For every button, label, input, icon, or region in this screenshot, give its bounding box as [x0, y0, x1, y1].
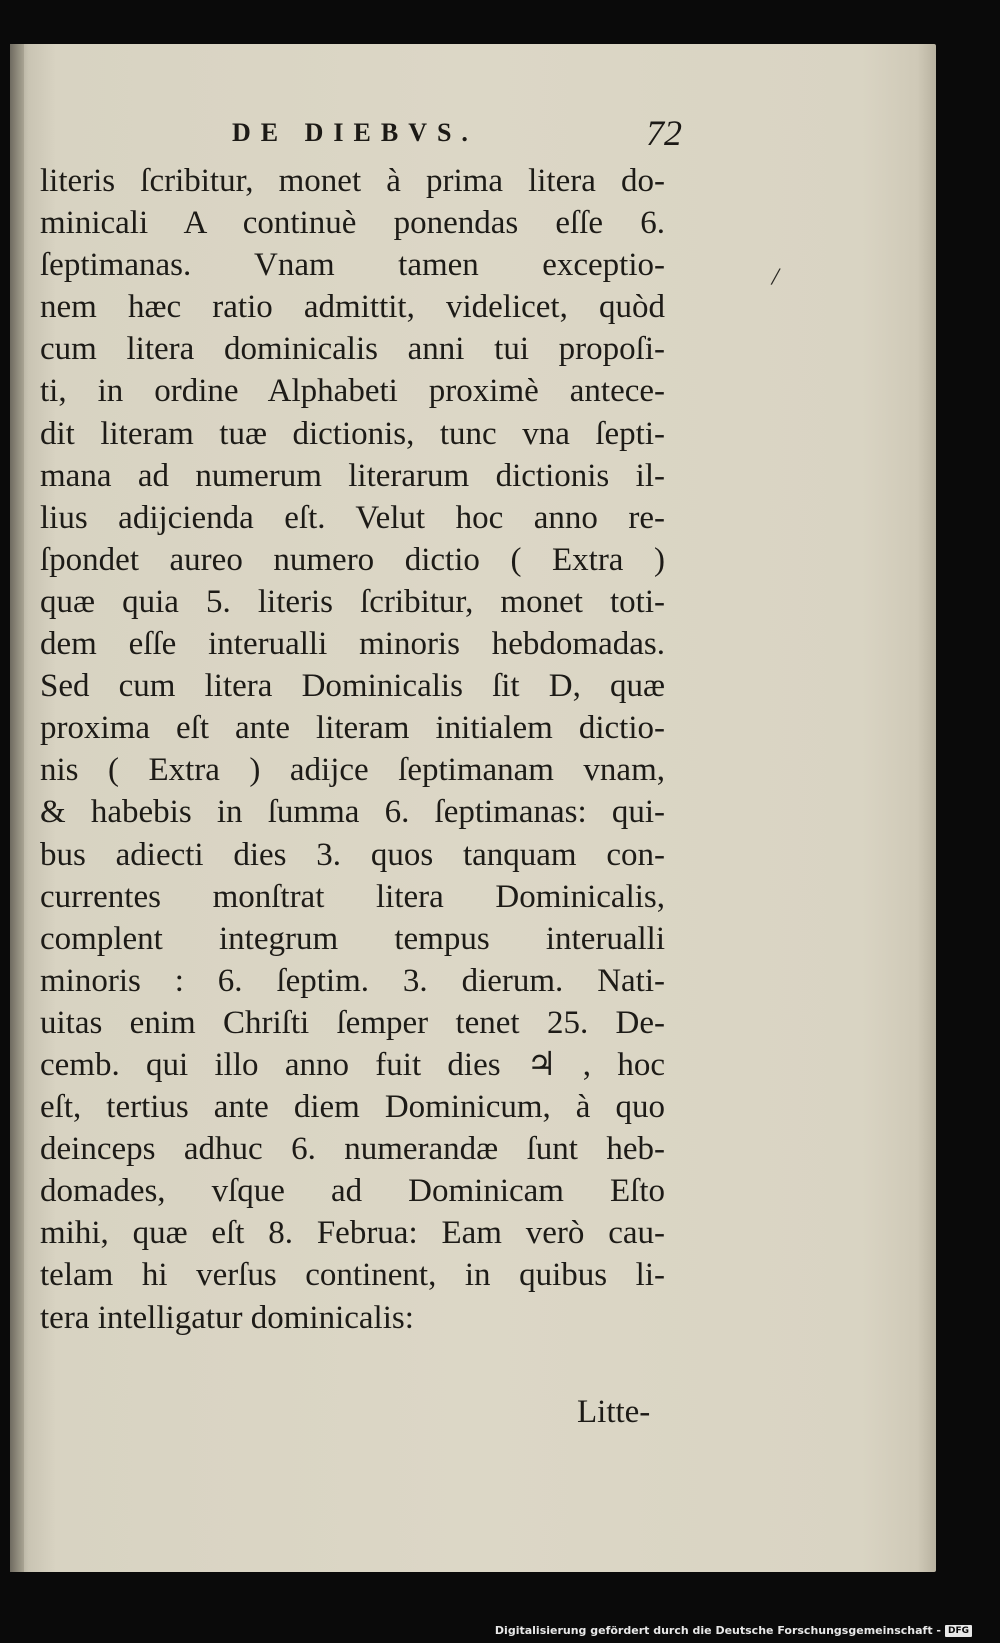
text-line: & habebis in ſumma 6. ſeptimanas: qui- — [40, 794, 665, 831]
text-line: minoris : 6. ſeptim. 3. dierum. Nati- — [40, 962, 665, 999]
text-line: domades, vſque ad Dominicam Eſto — [40, 1173, 665, 1210]
text-line: currentes monſtrat litera Dominicalis, — [40, 878, 665, 915]
catchword: Litte- — [577, 1394, 651, 1430]
text-line: lius adijcienda eſt. Velut hoc anno re- — [40, 499, 665, 536]
text-line: ſpondet aureo numero dictio ( Extra ) — [40, 541, 665, 578]
running-head-title: DE DIEBVS. — [232, 118, 478, 147]
digitization-credit — [495, 1624, 972, 1637]
text-line: nis ( Extra ) adijce ſeptimanam vnam, — [40, 752, 665, 789]
text-line: tera intelligatur dominicalis: — [40, 1299, 414, 1336]
text-line: minicali A continuè ponendas eſſe 6. — [40, 205, 665, 242]
margin-mark: / — [769, 261, 782, 292]
text-line: quæ quia 5. literis ſcribitur, monet toti- — [40, 583, 665, 620]
text-line: ti, in ordine Alphabeti proximè antece- — [40, 373, 665, 410]
text-line: bus adiecti dies 3. quos tanquam con- — [40, 836, 665, 873]
text-line: dit literam tuæ dictionis, tunc vna ſepti- — [40, 415, 665, 452]
text-line: literis ſcribitur, monet à prima litera do- — [40, 163, 665, 199]
text-line: Sed cum litera Dominicalis ſit D, quæ — [40, 668, 665, 705]
body-text — [40, 160, 680, 1339]
text-line: dem eſſe interualli minoris hebdomadas. — [40, 626, 665, 663]
running-head — [0, 113, 1000, 158]
dfg-logo: DFG — [945, 1625, 972, 1637]
text-line: telam hi verſus continent, in quibus li- — [40, 1257, 665, 1294]
page-gutter-shadow — [10, 44, 24, 1572]
text-line: complent integrum tempus interualli — [40, 920, 665, 957]
credit-text: Digitalisierung gefördert durch die Deutsche Forschungsgemeinschaft - — [494, 1624, 941, 1637]
text-line: cum litera dominicalis anni tui propoſi- — [40, 331, 665, 368]
text-line: ſeptimanas. Vnam tamen exceptio- — [40, 247, 665, 284]
text-line: eſt, tertius ante diem Dominicum, à quo — [40, 1089, 665, 1126]
text-line: proxima eſt ante literam initialem dictio- — [40, 710, 665, 747]
text-line: mana ad numerum literarum dictionis il- — [40, 457, 665, 494]
text-line: mihi, quæ eſt 8. Februa: Eam verò cau- — [40, 1215, 665, 1252]
text-line: nem hæc ratio admittit, videlicet, quòd — [40, 289, 665, 326]
text-line: cemb. qui illo anno fuit dies ♃ , hoc — [40, 1046, 665, 1083]
text-line: deinceps adhuc 6. numerandæ ſunt heb- — [40, 1131, 665, 1168]
page-number: 72 — [646, 113, 682, 153]
text-line: uitas enim Chriſti ſemper tenet 25. De- — [40, 1004, 665, 1041]
